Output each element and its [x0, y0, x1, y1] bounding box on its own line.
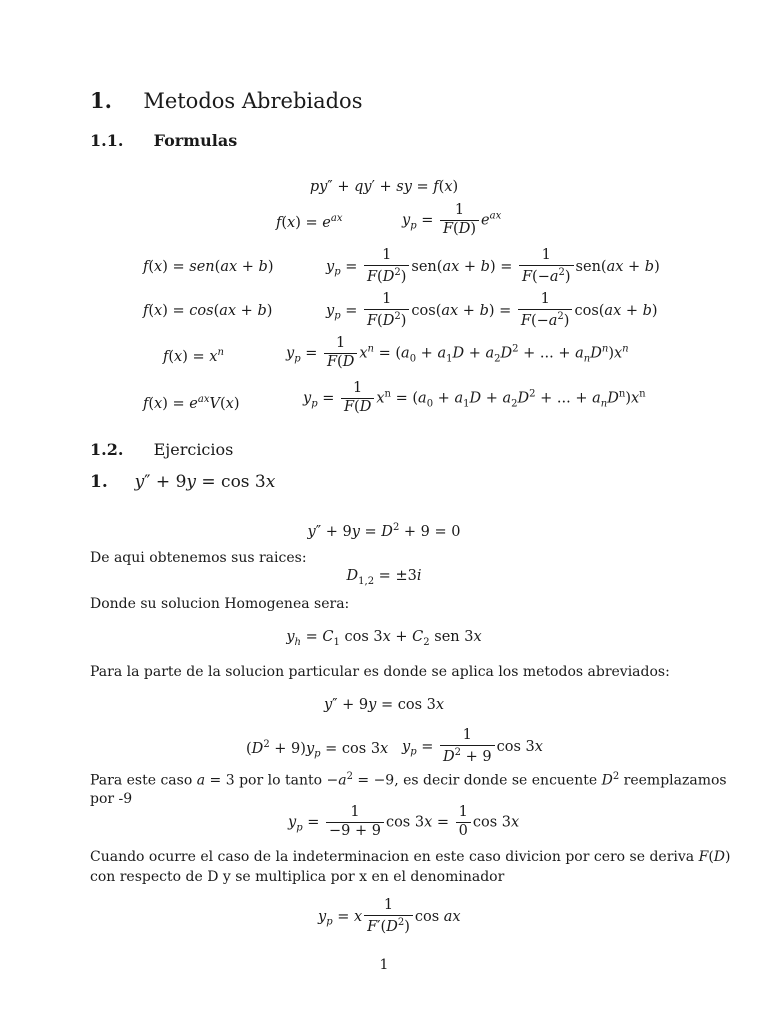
subsection-number: 1.1. [90, 131, 124, 150]
equation-operator-form: $(D^2 + 9)y_p = \cos 3x$ [246, 739, 389, 760]
text-indet-line1: Cuando ocurre el caso de la indeterminacion en este caso divicion por cero se deriva F(D) [90, 849, 731, 865]
exercise-equation: y″ + 9y = cos 3x [134, 472, 276, 492]
formula-cos-solution: $y_p$ = $\frac{1}{F(D^2)}$ cos(ax + b) = $\frac{1}{F(-a^2)}$ cos(ax + b) [326, 291, 658, 329]
formula-poly-input: $f(x) = x^n$ [163, 347, 224, 365]
text-particular: Para la parte de la solucion particular es donde se aplica los metodos abreviados: [90, 664, 670, 680]
formula-sen-input: f(x) = sen(ax + b) [143, 259, 274, 275]
formula-exp-solution: $y_p$ = $\frac{1}{F(D)}$ $e^{ax}$ [402, 202, 502, 237]
equation-indeterminate: $y_p$ = $\frac{1}{-9 + 9}$ cos 3x = $\frac{1}{0}$ cos 3x [288, 804, 520, 839]
formula-poly-solution: $y_p$ = $\frac{1}{F(D}$ $x^n = (a_0 + a_1D + a_2D^2$ + ... + $a_nD^n)x^n$ [286, 335, 629, 370]
formula-sen-solution: $y_p$ = $\frac{1}{F(D^2)}$ sen(ax + b) = $\frac{1}{F(-a^2)}$ sen(ax + b) [326, 247, 660, 285]
subsection-title: Ejercicios [153, 440, 234, 459]
subsection-formulas-heading [90, 131, 237, 150]
subsection-number: 1.2. [90, 440, 124, 459]
formula-exp-input: $f(x) = e^{ax}$ [276, 213, 343, 231]
text-caso-line1: Para este caso a = 3 por lo tanto $-a^2 = -9$, es decir donde se encuente $D^2$ reemplazamos [90, 771, 727, 789]
text-homogenea: Donde su solucion Homogenea sera: [90, 596, 350, 612]
equation-characteristic: $y'' + 9y = D^2 + 9 = 0$ [307, 522, 461, 540]
section-heading [90, 88, 362, 113]
formula-general-ode: py″ + qy′ + sy = f(x) [309, 179, 459, 195]
equation-particular-ode: y″ + 9y = cos 3x [323, 697, 445, 713]
exercise-number: 1. [90, 472, 108, 492]
equation-homogeneous: $y_h = C_1$ $\cos 3x + C_2$ sen 3x [286, 629, 482, 648]
text-raices: De aqui obtenemos sus raices: [90, 550, 307, 566]
section-number: 1. [90, 88, 112, 113]
subsection-exercises-heading [90, 440, 233, 459]
equation-derivative-form: $y_p = x$ $\frac{1}{F'(D^2)}$ cos ax [318, 897, 461, 935]
equation-yp-fraction: $y_p$ = $\frac{1}{D^2 + 9}$ cos 3x [402, 727, 543, 765]
formula-expv-solution: $y_p$ = $\frac{1}{F(D}$ $x^n = (a_0 + a_1D + a_2D^2$ + ... + $a_nD^n)x^n$ [303, 380, 646, 415]
exercise-heading [90, 472, 275, 492]
formula-cos-input: f(x) = cos(ax + b) [143, 303, 273, 319]
formula-expv-input: $f(x) = e^{ax}V(x)$ [143, 394, 240, 412]
text-caso-line2: por -9 [90, 791, 133, 807]
page-number: 1 [379, 957, 389, 973]
equation-roots: $D_{1,2} = \pm 3i$ [346, 568, 422, 587]
text-indet-line2: con respecto de D y se multiplica por x en el denominador [90, 869, 505, 885]
subsection-title: Formulas [153, 131, 238, 150]
section-title: Metodos Abrebiados [143, 89, 363, 113]
